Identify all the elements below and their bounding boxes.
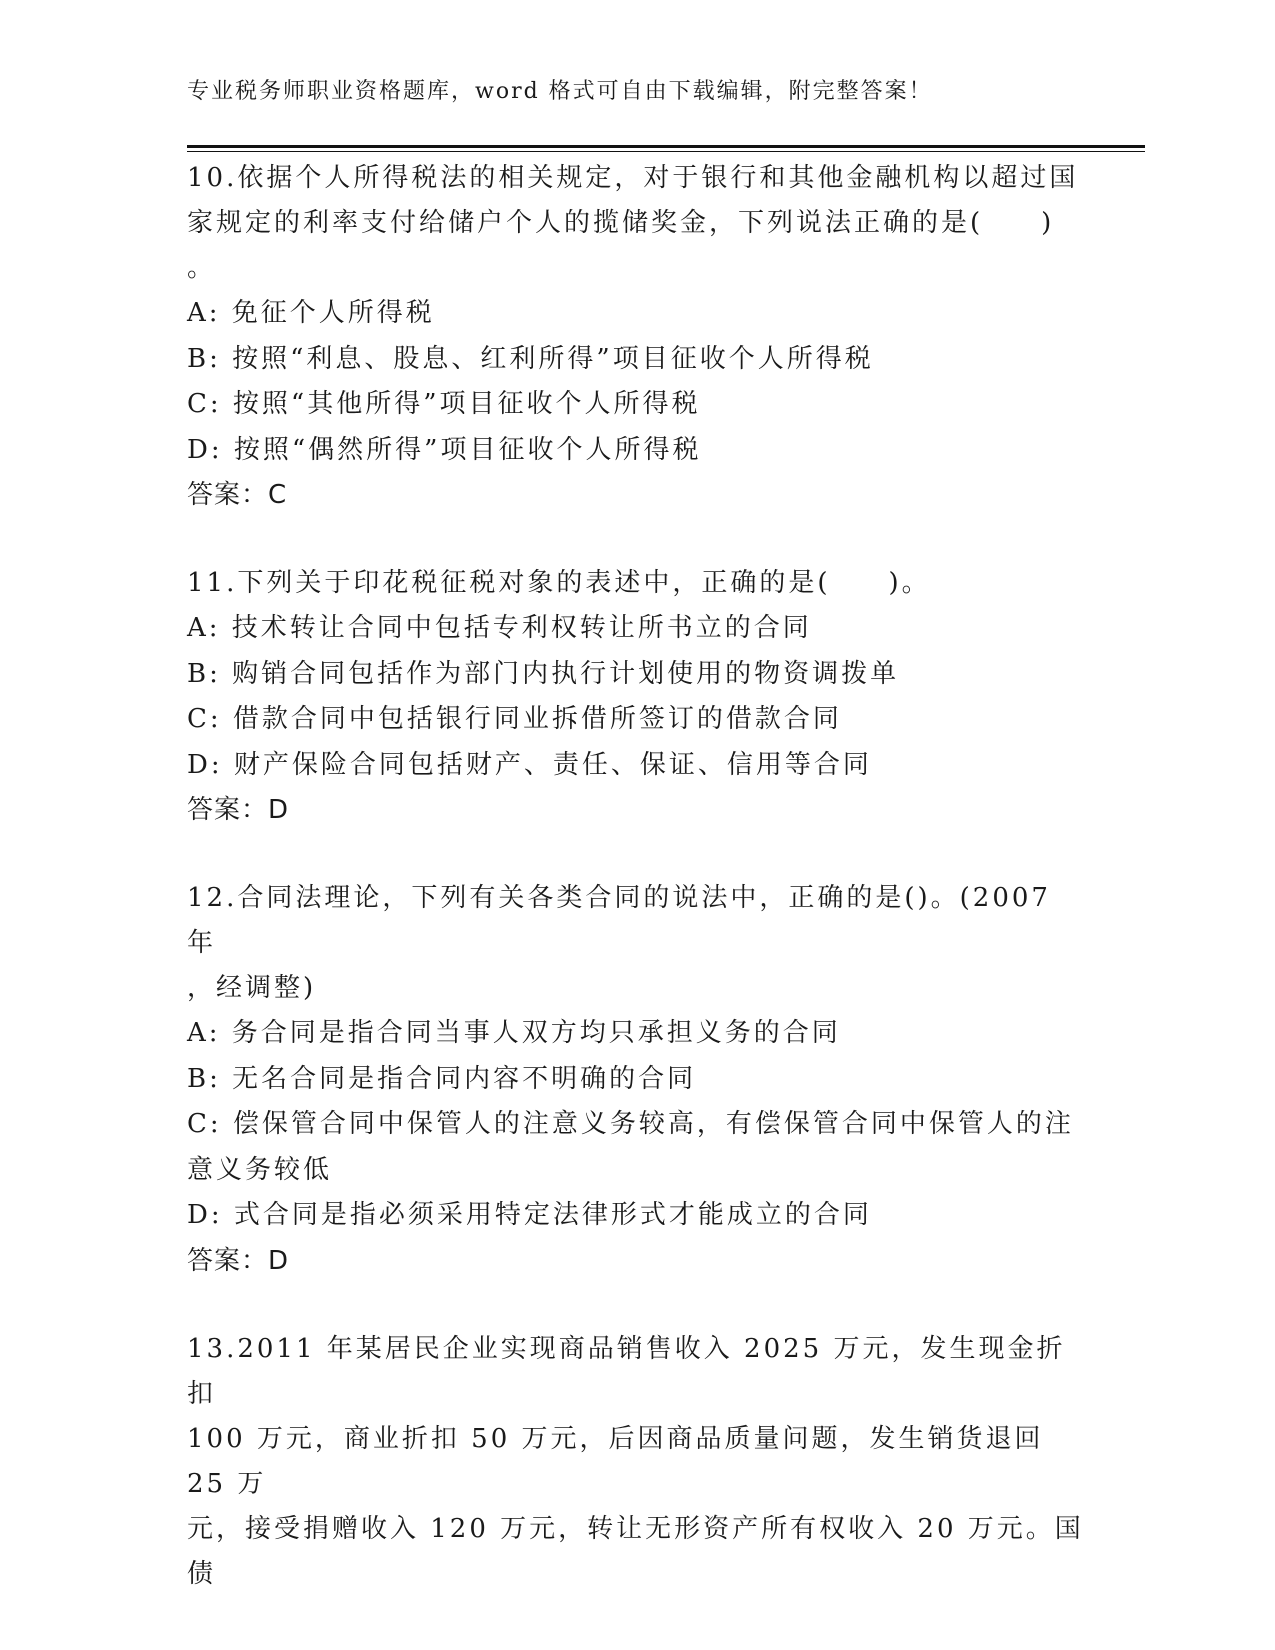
question-stem-line: ，经调整) (187, 973, 317, 1003)
question-stem-line: 12.合同法理论，下列有关各类合同的说法中，正确的是()。(2007 年 (187, 883, 1063, 958)
option-c: C: 借款合同中包括银行同业拆借所签订的借款合同 (187, 704, 842, 734)
option-a: A: 免征个人所得税 (187, 298, 435, 328)
question-spacer (187, 1284, 1087, 1327)
document-body (187, 156, 1087, 1597)
page-header: 专业税务师职业资格题库，word 格式可自由下载编辑，附完整答案！ (187, 79, 933, 104)
question-spacer (187, 518, 1087, 561)
option-d: D: 财产保险合同包括财产、责任、保证、信用等合同 (187, 749, 872, 780)
question-stem-line: 家规定的利率支付给储户个人的揽储奖金，下列说法正确的是( ) (187, 208, 1055, 238)
option-b: B: 无名合同是指合同内容不明确的合同 (187, 1063, 697, 1094)
question-12 (187, 876, 1087, 1284)
option-a: A: 技术转让合同中包括专利权转让所书立的合同 (187, 613, 812, 643)
question-stem-line: 。 (187, 253, 217, 283)
answer-label: 答案：D (187, 1245, 290, 1276)
question-stem-line: 11.下列关于印花税征税对象的表述中，正确的是( )。 (187, 568, 931, 598)
option-c: C: 偿保管合同中保管人的注意义务较高，有偿保管合同中保管人的注 (187, 1109, 1074, 1139)
question-stem-line: 元，接受捐赠收入 120 万元，转让无形资产所有权收入 20 万元。国债 (187, 1513, 1084, 1589)
question-spacer (187, 833, 1087, 876)
option-b: B: 购销合同包括作为部门内执行计划使用的物资调拨单 (187, 658, 900, 689)
question-stem-line: 13.2011 年某居民企业实现商品销售收入 2025 万元，发生现金折扣 (187, 1333, 1066, 1409)
header-rule-thin (187, 151, 1145, 152)
option-d: D: 式合同是指必须采用特定法律形式才能成立的合同 (187, 1200, 872, 1230)
header-rule-thick (187, 145, 1145, 148)
option-a: A: 务合同是指合同当事人双方均只承担义务的合同 (187, 1018, 841, 1048)
question-stem-line: 10.依据个人所得税法的相关规定，对于银行和其他金融机构以超过国 (187, 163, 1079, 193)
question-stem-line: 100 万元，商业折扣 50 万元，后因商品质量问题，发生销货退回 25 万 (187, 1423, 1055, 1499)
answer-label: 答案：C (187, 480, 288, 510)
option-d: D: 按照“偶然所得”项目征收个人所得税 (187, 434, 702, 465)
question-10 (187, 156, 1087, 518)
question-11 (187, 561, 1087, 833)
option-b: B: 按照“利息、股息、红利所得”项目征收个人所得税 (187, 343, 874, 374)
question-13 (187, 1327, 1087, 1597)
option-c-continued: 意义务较低 (187, 1154, 333, 1185)
answer-label: 答案：D (187, 795, 290, 825)
option-c: C: 按照“其他所得”项目征收个人所得税 (187, 389, 701, 419)
